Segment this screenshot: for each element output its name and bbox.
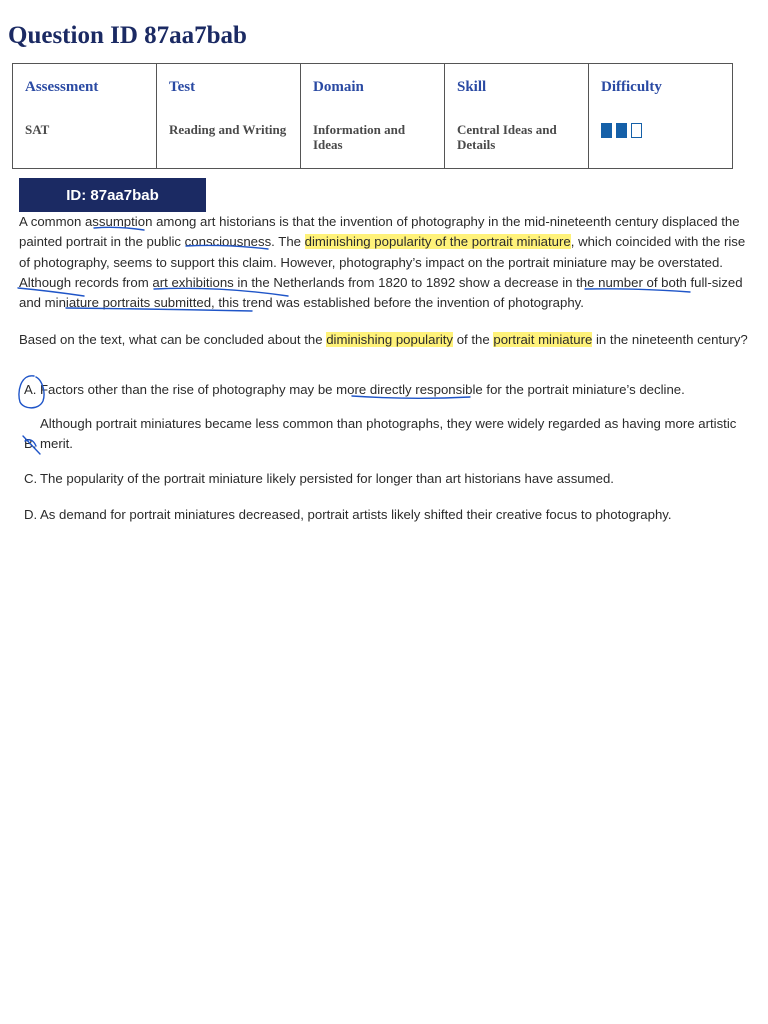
- option-text: Factors other than the rise of photography may be more directly responsible for the portrait miniature’s decline.: [40, 382, 685, 397]
- option-letter: C.: [24, 471, 38, 486]
- meta-header-assessment: Assessment: [25, 79, 99, 95]
- meta-header-test: Test: [169, 79, 196, 95]
- meta-assessment-cell: [13, 64, 157, 169]
- highlighted-phrase: portrait miniature: [493, 332, 593, 347]
- meta-difficulty-cell: [589, 64, 733, 169]
- meta-test-cell: [157, 64, 301, 169]
- highlighted-phrase: diminishing popularity of the portrait miniature: [304, 234, 571, 250]
- answer-option-a[interactable]: [24, 380, 746, 400]
- difficulty-block-empty: [631, 123, 642, 138]
- meta-header-domain: Domain: [313, 79, 364, 95]
- answer-option-b[interactable]: [24, 414, 746, 454]
- meta-header-difficulty: Difficulty: [601, 79, 662, 95]
- difficulty-indicator: [601, 123, 642, 138]
- option-text: Although portrait miniatures became less common than photographs, they were widely regarded as having more artistic merit.: [40, 416, 737, 451]
- meta-value-domain: Information and Ideas: [313, 122, 406, 152]
- meta-value-assessment: SAT: [25, 122, 50, 137]
- answer-option-d[interactable]: [24, 505, 746, 525]
- passage-part: , which coincided with the rise of photography, seems to support this claim. However, photography’s impact on the portrait miniature may be overstated. Although records from art exhibitions in the Netherlands from 1820 to 1892 show a decrease in the number of both full-sized and miniature portraits submitted, this trend was established before the invention of photography.: [19, 234, 746, 311]
- option-letter: A.: [24, 382, 37, 397]
- meta-value-test: Reading and Writing: [169, 122, 287, 137]
- question-id-banner: ID: 87aa7bab: [19, 178, 206, 212]
- question-part: Based on the text, what can be concluded about the: [19, 332, 327, 347]
- passage-part: A common assumption among art historians is that the invention of photography in the mid-nineteenth century displaced the painted portrait in the public consciousness. The: [19, 214, 740, 250]
- question-stem: [19, 330, 749, 350]
- option-letter: D.: [24, 507, 38, 522]
- meta-value-skill: Central Ideas and Details: [457, 122, 557, 152]
- option-text: As demand for portrait miniatures decreased, portrait artists likely shifted their creative focus to photography.: [40, 507, 672, 522]
- meta-skill-cell: [445, 64, 589, 169]
- option-letter: B.: [24, 436, 37, 451]
- question-part: of the: [453, 332, 494, 347]
- highlighted-phrase: diminishing popularity: [326, 332, 454, 347]
- difficulty-block-filled: [616, 123, 627, 138]
- page-title: Question ID 87aa7bab: [8, 22, 247, 49]
- passage-text: [19, 212, 749, 313]
- meta-domain-cell: [301, 64, 445, 169]
- question-meta-table: [12, 63, 733, 169]
- answer-option-c[interactable]: [24, 469, 746, 489]
- difficulty-block-filled: [601, 123, 612, 138]
- question-part: in the nineteenth century?: [592, 332, 748, 347]
- meta-header-skill: Skill: [457, 79, 487, 95]
- option-text: The popularity of the portrait miniature likely persisted for longer than art historians have assumed.: [40, 471, 614, 486]
